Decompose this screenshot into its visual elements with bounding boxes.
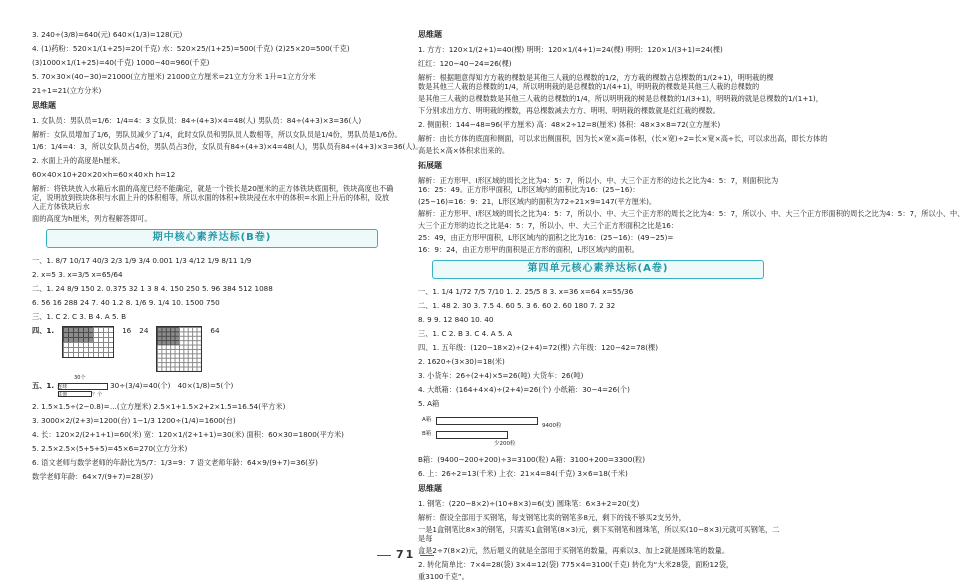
answer-line: 2. 1.5×1.5÷(2−0.8)=…(立方厘米) 2.5×1+1.5×2+2×1.5=16.54(平方米) xyxy=(32,402,286,411)
explanation-line: 解析：女队员增加了1/6，男队员减少了1/4，此时女队员和男队员人数相等，所以女队员是1/4份，男队员是1/6份。 xyxy=(32,130,402,139)
grid-label: 64 xyxy=(210,326,220,335)
answer-line: 4. 大纸箱：(164+4×4)÷(2+4)=26(个) 小纸箱：30−4=26(个) xyxy=(418,385,630,394)
right-column xyxy=(418,30,964,586)
answer-line: 5. 70×30×(40−30)=21000(立方厘米) 21000立方厘米=21立方分米 1升=1立方分米 xyxy=(32,72,316,81)
section-title-thinking: 思维题 xyxy=(418,30,442,39)
answer-line: 2. 转化简单比：7×4=28(袋) 3×4=12(袋) 775×4=3100(千克) 转化为“大米28袋，面粉12袋， xyxy=(418,560,734,569)
answer-line: 三、1. C 2. C 3. B 4. A 5. B xyxy=(32,312,127,321)
answer-line: 重3100千克”。 xyxy=(418,572,469,581)
section-title-thinking: 思维题 xyxy=(418,484,442,493)
answer-line: 红红：120−40−24=26(棵) xyxy=(418,59,512,68)
explanation-line: 1/6：1/4=4：3，所以女队员占4份，男队员占3份，女队员有84÷(4+3)×4=48(人)，男队员有84÷(4+3)×3=36(人)。 xyxy=(32,142,423,151)
page-number: 71 xyxy=(372,548,439,561)
answer-line: 2. 侧面积：144−48=96(平方厘米) 高：48×2÷12=8(厘米) 体积：48×3×8=72(立方厘米) xyxy=(418,120,721,129)
answer-line: 二、1. 48 2. 30 3. 7.5 4. 60 5. 3 6. 60 2. 60 180 7. 2 32 xyxy=(418,301,616,310)
answer-line: 6. 上：26÷2=13(千米) 上衣：21×4=84(千克) 3×6=18(千米) xyxy=(418,469,628,478)
answer-line: 3. 小货车：26÷(2+4)×5=26(吨) 大货车：26(吨) xyxy=(418,371,584,380)
section-title-extension: 拓展题 xyxy=(418,161,442,170)
answer-line: 1. 女队员：男队员=1/6：1/4=4：3 女队员：84÷(4+3)×4=48(人) 男队员：84÷(4+3)×3=36(人) xyxy=(32,116,362,125)
explanation-line: 解析：将铁块放入水箱后水面的高度已经不能确定，就是一个铁长是20厘米的正方体铁块底面积，铁块高度也不确定，说明放到铁块体积与水面上升的体积相等，所以水面的体积+铁块浸在水中的体积=水面上升后的体积，设放入正方体铁块后水 xyxy=(32,184,394,211)
section-banner-unit4: 第四单元核心素养达标(A卷) xyxy=(432,260,764,279)
section-banner-midterm: 期中核心素养达标(B卷) xyxy=(46,229,378,248)
left-column xyxy=(32,30,423,486)
explanation-line: 高是长×高×体积求出来的。 xyxy=(418,146,510,155)
answer-line: 2. 水面上升的高度是h厘米。 xyxy=(32,156,125,165)
grid-figure-a xyxy=(62,326,114,358)
explanation-line: 面的高度为h厘米，列方程解答即可。 xyxy=(32,214,152,223)
explanation-line: 25：49，由正方形甲面积，L形区域内的面积之比为16：(25−16)：(49−25)= xyxy=(418,233,674,242)
answer-line: 4. 长：120×2/(2+1+1)=60(米) 宽：120×1/(2+1+1)=30(米) 面积：60×30=1800(平方米) xyxy=(32,430,344,439)
answer-line: 3. 240÷(3/8)=640(元) 640×(1/3)=128(元) xyxy=(32,30,183,39)
grid-label: 16 xyxy=(122,326,132,335)
answer-line: (3)1000×1/(1+25)=40(千克) 1000−40=960(千克) xyxy=(32,58,210,67)
explanation-line: 解析：根据题意得知方方栽的棵数是其他三人栽的总棵数的1/2，方方栽的棵数占总棵数的1/(2+1)，明明栽的棵数是其他三人栽的总棵数的1/4，所以明明栽的是总棵数的1/(4+1)，明明栽的棵数是其他三人栽的总棵数的 xyxy=(418,73,774,91)
answer-line: 6. 语文老师与数学老师的年龄比为5/7：1/3=9：7 语文老师年龄：64×9/(9+7)=36(岁) xyxy=(32,458,318,467)
answer-line: 2. 1620÷(3×30)=18(米) xyxy=(418,357,505,366)
answer-line: 一、1. 8/7 10/17 40/3 2/3 1/9 3/4 0.001 1/3 4/12 1/9 8/11 1/9 xyxy=(32,256,252,265)
answer-line: 2. x=5 3. x=3/5 x=65/64 xyxy=(32,270,123,279)
segment-diagram: 30个 连球 其他 ？个 xyxy=(58,373,106,397)
segment-figure-row: 五、1. 30个 连球 其他 ？个 30÷(3/4)=40(个) 40×(1/8)=5(个) xyxy=(32,375,234,398)
section-label: 四、1. xyxy=(32,326,55,335)
explanation-line: 解析：正方形甲、I形区域的周长之比为4：5：7，所以小、中、大三个正方形的周长之比为4：5：7，所以小、中、大三个正方形面积的周长之比为4：5：7，所以小、中、 xyxy=(418,209,964,218)
answer-line: 21÷1=21(立方分米) xyxy=(32,86,102,95)
explanation-line: 解析：由长方体的底面和侧面，可以求出侧面积，因为长×宽×高=体积，(长×宽)÷2=长×宽×高÷长，可以求出高，即长方体的 xyxy=(418,134,828,143)
explanation-line: (25−16)=16：9：21，L形区域内的面积为72÷21×9=147(平方厘米)。 xyxy=(418,197,657,206)
answer-line: 60×40×10+20×20×h=60×40×h h=12 xyxy=(32,170,176,179)
bar-diagram: A箱 B箱 9400粒 少200粒 xyxy=(422,417,562,447)
figure-row xyxy=(32,326,394,368)
explanation-line: 16：9：24，由正方形甲的面积是正方形的面积，L形区域内的面积。 xyxy=(418,245,639,254)
answer-line: 1. 方方：120×1/(2+1)=40(棵) 明明：120×1/(4+1)=24(棵) 明明：120×1/(3+1)=24(棵) xyxy=(418,45,723,54)
section-title-thinking: 思维题 xyxy=(32,101,56,110)
answer-line: 二、1. 24 8/9 150 2. 0.375 32 1 3 8 4. 150 250 5. 96 384 512 1088 xyxy=(32,284,273,293)
answer-line: 三、1. C 2. B 3. C 4. A 5. A xyxy=(418,329,513,338)
answer-line: 3. 3000×2/(2+3)=1200(台) 1−1/3 1200÷(1/4)=1600(台) xyxy=(32,416,236,425)
answer-line: 1. 钢笔：(220−8×2)÷(10+8×3)=6(支) 圆珠笔：6×3+2=20(支) xyxy=(418,499,640,508)
explanation-line: 解析：假设全部用于买钢笔，每支钢笔比卖的钢笔多8元，剩下的钱不够买2支另外， xyxy=(418,513,686,522)
explanation-line: 大三个正方形的边长之比是4：5：7，所以小、中、大三个正方形面积之比是16： xyxy=(418,221,679,230)
grid-label: 24 xyxy=(139,326,149,335)
explanation-line: 一是1盒钢笔比8×3的钢笔，只需买1盒钢笔(8×3)元，剩下买钢笔和圆珠笔，所以买(10−8×3)元就可买钢笔，二是每 xyxy=(418,525,780,543)
answer-line: 4. (1)药粉：520×1/(1+25)=20(千克) 水：520×25/(1+25)=500(千克) (2)25×20=500(千克) xyxy=(32,44,350,53)
answer-line: 四、1. 五年级：(120−18×2)÷(2+4)=72(棵) 六年级：120−42=78(棵) xyxy=(418,343,659,352)
answer-line: 5. A箱 xyxy=(418,399,440,408)
explanation-line: 解析：正方形甲、I形区域的周长之比为4：5：7，所以小、中、大三个正方形的边长之比为4：5：7，则面积比为16：25：49。正方形甲面积，L形区域内的面积比为16：(25−16)： xyxy=(418,176,779,194)
answer-line: 一、1. 1/4 1/72 7/5 7/10 1. 2. 25/5 8 3. x=36 x=64 x=55/36 xyxy=(418,287,634,296)
explanation-line: 盒是2÷7(8×2)元，然后题义的就是全部用于买钢笔的数量，再乘以3、加上2就是圆珠笔的数量。 xyxy=(418,546,730,555)
answer-line: 5. 2.5×2.5×(5+5+5)=45×6=270(立方分米) xyxy=(32,444,188,453)
answer-line: 数学老师年龄：64×7/(9+7)=28(岁) xyxy=(32,472,154,481)
answer-line: 30÷(3/4)=40(个) 40×(1/8)=5(个) xyxy=(110,380,234,390)
answer-line: 8. 9 9. 12 840 10. 40 xyxy=(418,315,494,324)
explanation-line: 下分别求出方方、明明栽的棵数，再总棵数减去方方、明明、明明栽的棵数就是红红栽的棵数。 xyxy=(418,106,720,115)
answer-line: B箱：(9400−200+200)÷3=3100(粒) A箱：3100+200=3300(粒) xyxy=(418,455,646,464)
answer-line: 6. 56 16 288 24 7. 40 1.2 8. 1/6 9. 1/4 10. 1500 750 xyxy=(32,298,220,307)
explanation-line: 是其他三人栽的总棵数数是其他三人栽的总棵数的1/4，所以明明栽的树是总棵数的1/(3+1)，明明栽的就是总棵数的1/(1+1)， xyxy=(418,94,823,103)
grid-figure-b xyxy=(156,326,202,372)
